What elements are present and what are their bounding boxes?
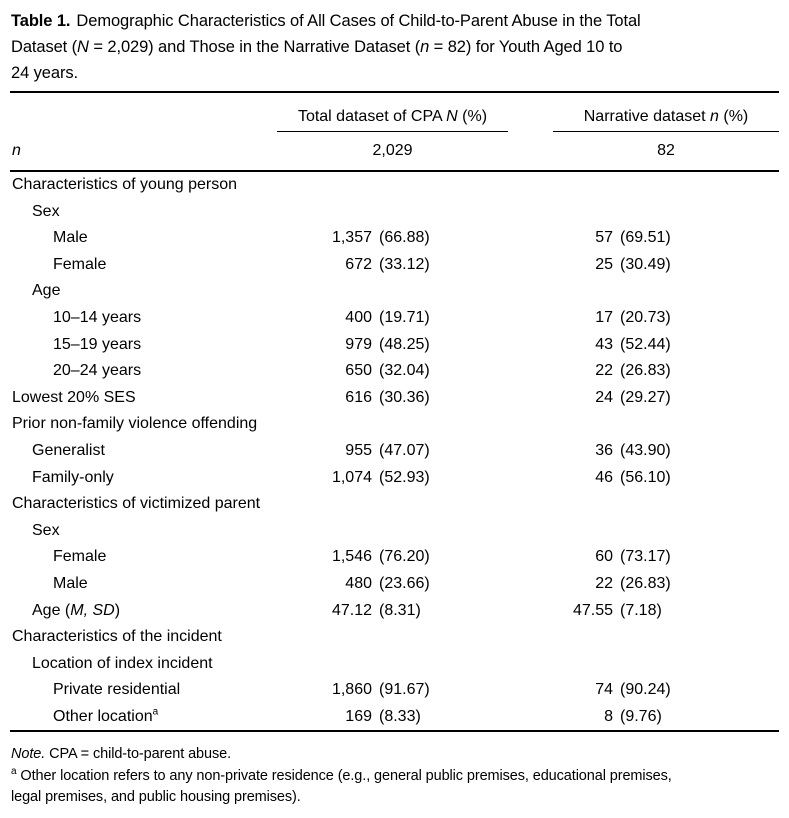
table-row: [10, 438, 779, 465]
row-label: Generalist: [32, 441, 105, 459]
cell-total-n: 2,029: [372, 142, 413, 159]
column-header-row: [10, 93, 779, 132]
row-label: Characteristics of young person: [12, 176, 237, 193]
table-number: Table 1.: [11, 12, 71, 30]
row-label: Male: [53, 229, 88, 247]
table-body: [10, 172, 779, 732]
table-row: [10, 465, 779, 492]
cell-total: 1,074 (52.93): [331, 468, 430, 486]
table-row: [10, 278, 779, 305]
row-label: Female: [53, 255, 107, 273]
sample-size-row: [10, 132, 779, 172]
cell-total: 1,546 (76.20): [331, 548, 430, 566]
table-row: [10, 305, 779, 332]
cell-narrative: 43 (52.44): [595, 335, 671, 353]
row-label: 15–19 years: [53, 335, 142, 353]
cell-narrative-n: 82: [657, 142, 675, 159]
caption-line-3: 24 years.: [11, 64, 78, 82]
cell-narrative: 60 (73.17): [595, 548, 671, 566]
table-row: [10, 358, 779, 385]
row-label: Female: [53, 548, 107, 566]
row-label: Characteristics of the incident: [12, 628, 222, 646]
row-label: Lowest 20% SES: [12, 388, 136, 406]
table-row: [10, 199, 779, 226]
row-label: n: [12, 142, 21, 159]
table-header: [10, 91, 779, 172]
column-header-total: Total dataset of CPA N (%): [277, 108, 508, 132]
column-header-narrative: Narrative dataset n (%): [553, 108, 779, 132]
cell-narrative: 74 (90.24): [595, 681, 671, 699]
row-label: 20–24 years: [53, 362, 142, 380]
cell-narrative: 25 (30.49): [595, 255, 671, 273]
cell-total: 400 (19.71): [345, 308, 430, 326]
table-row: [10, 518, 779, 545]
cell-narrative: 22 (26.83): [595, 574, 671, 592]
cell-total: 616 (30.36): [345, 388, 430, 406]
cell-total: 169 (8.33): [345, 707, 421, 725]
cell-narrative: 36 (43.90): [595, 441, 671, 459]
row-label: Family-only: [32, 468, 114, 486]
table-row: [10, 225, 779, 252]
cell-narrative: 8 (9.76): [604, 707, 662, 725]
table-row: [10, 491, 779, 518]
row-label: Male: [53, 574, 88, 592]
cell-narrative: 24 (29.27): [595, 388, 671, 406]
table-row: [10, 598, 779, 625]
cell-total: 480 (23.66): [345, 574, 430, 592]
row-label: Location of index incident: [32, 654, 213, 672]
row-label: Sex: [32, 521, 60, 539]
row-label: 10–14 years: [53, 308, 142, 326]
table-row: [10, 704, 779, 731]
cell-total: 979 (48.25): [345, 335, 430, 353]
cell-total: 1,357 (66.88): [331, 229, 430, 247]
caption-line-2: Dataset (N = 2,029) and Those in the Narrative Dataset (n = 82) for Youth Aged 10 to: [11, 38, 623, 56]
table-row: [10, 411, 779, 438]
caption-line-1: Table 1. Demographic Characteristics of All Cases of Child-to-Parent Abuse in the Total: [11, 12, 641, 30]
footnote-marker-a: a: [152, 706, 159, 718]
row-label: Sex: [32, 202, 60, 220]
row-label: Age (M, SD): [32, 601, 121, 619]
footnote-a: $^a$ Other location refers to any non-private residence (e.g., general public premises, educational premises, legal premises, and public housing premises).: [11, 766, 672, 806]
table-row: [10, 651, 779, 678]
cell-narrative: 57 (69.51): [595, 229, 671, 247]
demographics-table: [10, 91, 779, 732]
cell-narrative: 46 (56.10): [595, 468, 671, 486]
row-label: Private residential: [53, 681, 181, 699]
table-row: [10, 385, 779, 412]
table-row: [10, 677, 779, 704]
table-row: [10, 332, 779, 359]
cell-narrative: 47.55 (7.18): [572, 601, 662, 619]
cell-total: 672 (33.12): [345, 255, 430, 273]
row-label: Age: [32, 282, 61, 300]
table-row: [10, 624, 779, 651]
table-row: [10, 571, 779, 598]
table-row: [10, 252, 779, 279]
cell-total: 650 (32.04): [345, 362, 430, 380]
row-label: Prior non-family violence offending: [12, 415, 258, 433]
cell-total: 955 (47.07): [345, 441, 430, 459]
cell-total: 47.12 (8.31): [331, 601, 421, 619]
table-caption: [11, 8, 779, 86]
note-general: Note. CPA = child-to-parent abuse.: [11, 746, 232, 763]
table-row: [10, 544, 779, 571]
row-label: Other location$^a$: [53, 706, 159, 725]
table-row: [10, 172, 779, 199]
footnote-marker-a: a: [11, 766, 17, 778]
table-notes: [11, 744, 779, 809]
cell-total: 1,860 (91.67): [331, 681, 430, 699]
row-label: Characteristics of victimized parent: [12, 495, 261, 513]
cell-narrative: 17 (20.73): [595, 308, 671, 326]
cell-narrative: 22 (26.83): [595, 362, 671, 380]
